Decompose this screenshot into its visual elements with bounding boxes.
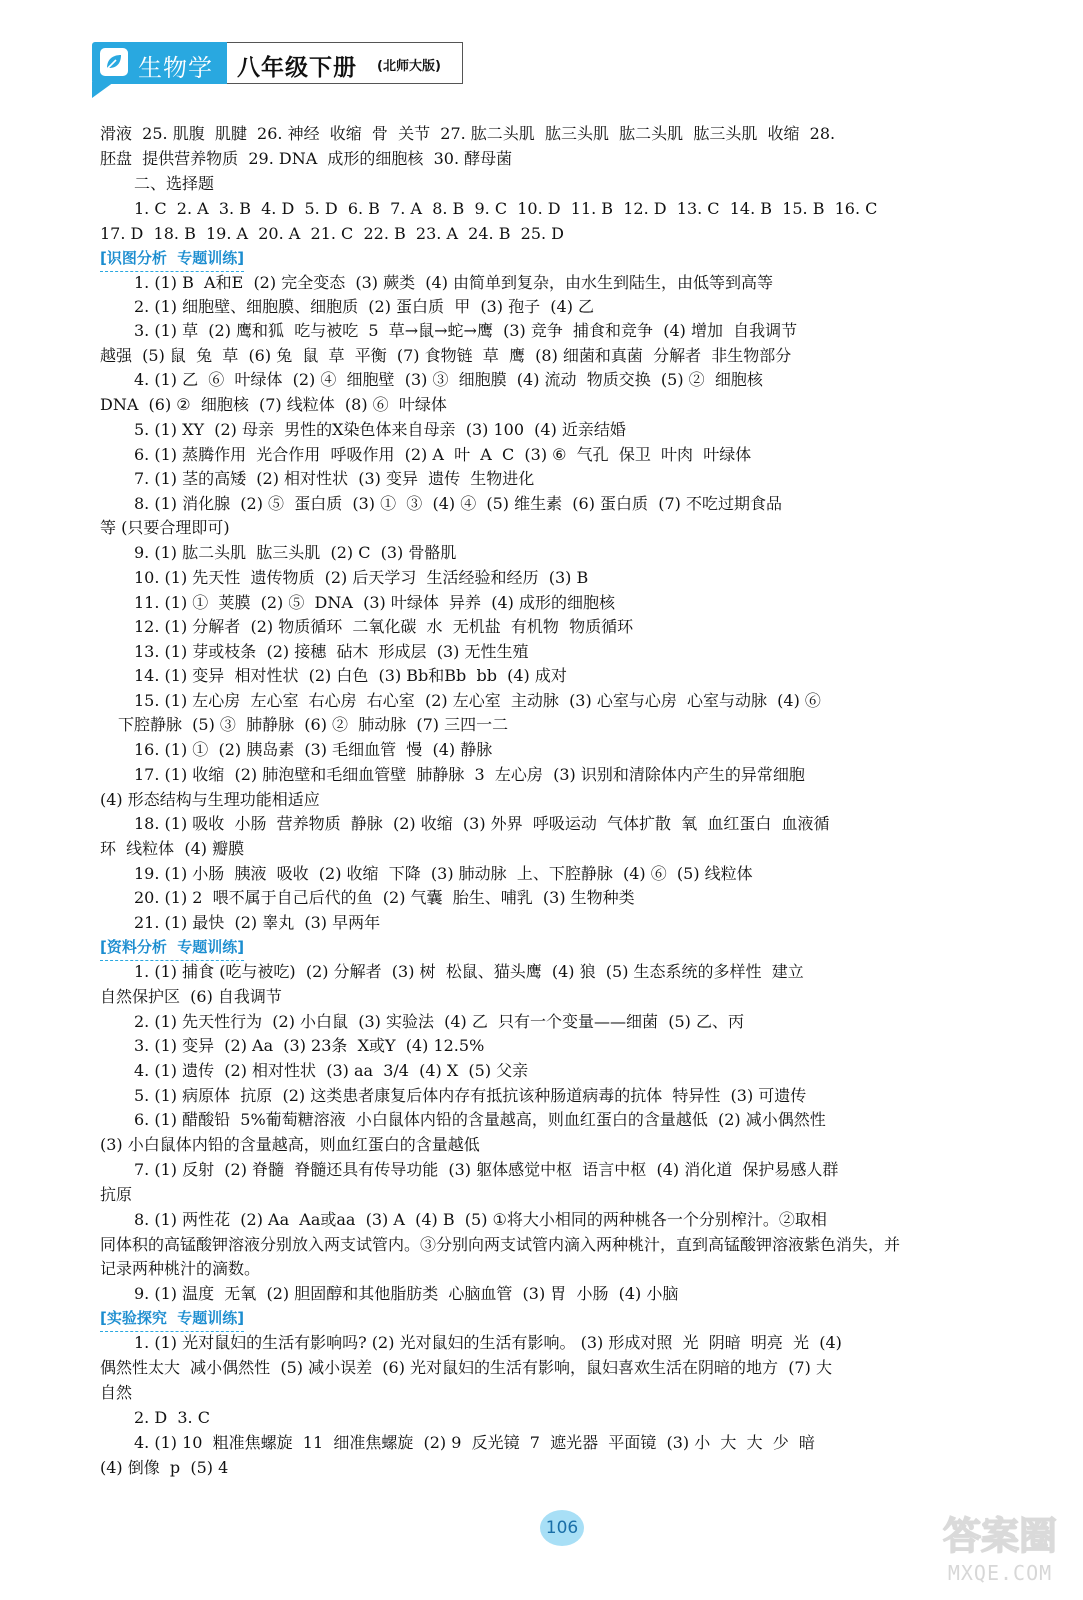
answer-line: 16. (1) ① (2) 胰岛素 (3) 毛细血管 慢 (4) 静脉 (134, 740, 493, 759)
subject-title: 生物学 (138, 54, 213, 82)
section-title-experiment: [实验探究 专题训练] (100, 1309, 245, 1327)
answer-line: 4. (1) 乙 ⑥ 叶绿体 (2) ④ 细胞壁 (3) ③ 细胞膜 (4) 流动 物质交换 (5) ② 细胞核 (134, 370, 763, 389)
answer-line: 4. (1) 遗传 (2) 相对性状 (3) aa 3/4 (4) X (5) 父亲 (134, 1061, 529, 1080)
answer-line: 7. (1) 反射 (2) 脊髓 脊髓还具有传导功能 (3) 躯体感觉中枢 语言中枢 (4) 消化道 保护易感人群 (134, 1160, 839, 1179)
answer-line: 20. (1) 2 喂不属于自己后代的鱼 (2) 气囊 胎生、哺乳 (3) 生物种类 (134, 888, 635, 907)
answer-line: 11. (1) ① 荚膜 (2) ⑤ DNA (3) 叶绿体 异养 (4) 成形的细胞核 (134, 593, 615, 612)
answer-line: 等 (只要合理即可) (100, 518, 230, 537)
answer-line: 2. D 3. C (134, 1408, 210, 1427)
answer-line: 抗原 (100, 1185, 133, 1204)
answer-line: 3. (1) 草 (2) 鹰和狐 吃与被吃 5 草→鼠→蛇→鹰 (3) 竞争 捕食和竞争 (4) 增加 自我调节 (134, 321, 798, 340)
answer-line: 3. (1) 变异 (2) Aa (3) 23条 X或Y (4) 12.5% (134, 1036, 485, 1055)
answer-line: 8. (1) 消化腺 (2) ⑤ 蛋白质 (3) ① ③ (4) ④ (5) 维生素 (6) 蛋白质 (7) 不吃过期食品 (134, 494, 782, 513)
answer-line: 记录两种桃汁的滴数。 (100, 1259, 261, 1278)
answer-line: 9. (1) 肱二头肌 肱三头肌 (2) C (3) 骨骼肌 (134, 543, 457, 562)
answer-line: 7. (1) 茎的高矮 (2) 相对性状 (3) 变异 遗传 生物进化 (134, 469, 535, 488)
section-title-image-analysis: [识图分析 专题训练] (100, 249, 245, 267)
answer-line: 15. (1) 左心房 左心室 右心房 右心室 (2) 左心室 主动脉 (3) 心室与心房 心室与动脉 (4) ⑥ (134, 691, 821, 710)
answer-line: (3) 小白鼠体内铅的含量越高，则血红蛋白的含量越低 (100, 1135, 480, 1154)
answer-line: 下腔静脉 (5) ③ 肺静脉 (6) ② 肺动脉 (7) 三四一二 (118, 715, 509, 734)
watermark-url: MXQE.COM (947, 1561, 1053, 1585)
text-line: 滑液 25. 肌腹 肌腱 26. 神经 收缩 骨 关节 27. 肱二头肌 肱三头肌 肱二头肌 肱三头肌 收缩 28. (100, 124, 836, 143)
answer-line: 5. (1) 病原体 抗原 (2) 这类患者康复后体内存有抵抗该种肠道病毒的抗体 特异性 (3) 可遗传 (134, 1086, 807, 1105)
answer-line: 6. (1) 醋酸铅 5%葡萄糖溶液 小白鼠体内铅的含量越高，则血红蛋白的含量越低 (2) 减小偶然性 (134, 1110, 826, 1129)
answer-line: 9. (1) 温度 无氧 (2) 胆固醇和其他脂肪类 心脑血管 (3) 胃 小肠 (4) 小脑 (134, 1284, 679, 1303)
answer-line: 17. (1) 收缩 (2) 肺泡壁和毛细血管壁 肺静脉 3 左心房 (3) 识别和清除体内产生的异常细胞 (134, 765, 805, 784)
section-title-data-analysis: [资料分析 专题训练] (100, 938, 245, 956)
answer-line: (4) 形态结构与生理功能相适应 (100, 790, 320, 809)
watermark-logo-icon (930, 1505, 1070, 1565)
answer-line: 1. (1) B A和E (2) 完全变态 (3) 蕨类 (4) 由简单到复杂，由水生到陆生，由低等到高等 (134, 273, 774, 292)
section-heading: 二、选择题 (134, 174, 215, 193)
text-line: 胚盘 提供营养物质 29. DNA 成形的细胞核 30. 酵母菌 (100, 149, 513, 168)
watermark (930, 1505, 1070, 1595)
answer-line: 越强 (5) 鼠 兔 草 (6) 兔 鼠 草 平衡 (7) 食物链 草 鹰 (8) 细菌和真菌 分解者 非生物部分 (100, 346, 792, 365)
answer-line: 1. C 2. A 3. B 4. D 5. D 6. B 7. A 8. B 9. C 10. D 11. B 12. D 13. C 14. B 15. B 16. C (134, 199, 878, 218)
answer-line: 偶然性太大 减小偶然性 (5) 减小误差 (6) 光对鼠妇的生活有影响，鼠妇喜欢生活在阴暗的地方 (7) 大 (100, 1358, 832, 1377)
answer-line: 12. (1) 分解者 (2) 物质循环 二氧化碳 水 无机盐 有机物 物质循环 (134, 617, 634, 636)
answer-line: 环 线粒体 (4) 瓣膜 (100, 839, 245, 858)
answer-line: 14. (1) 变异 相对性状 (2) 白色 (3) Bb和Bb bb (4) 成对 (134, 666, 567, 685)
leaf-icon (100, 48, 128, 76)
answer-line: 同体积的高锰酸钾溶液分别放入两支试管内。③分别向两支试管内滴入两种桃汁，直到高锰酸钾溶液紫色消失，并 (100, 1235, 901, 1254)
grade-title: 八年级下册 (237, 55, 357, 81)
answer-line: 8. (1) 两性花 (2) Aa Aa或aa (3) A (4) B (5) ①将大小相同的两种桃各一个分别榨汁。②取相 (134, 1210, 827, 1229)
banner-tail (92, 82, 114, 98)
answer-line: 自然 (100, 1383, 133, 1402)
answer-line: 6. (1) 蒸腾作用 光合作用 呼吸作用 (2) A 叶 A C (3) ⑥ 气孔 保卫 叶肉 叶绿体 (134, 445, 752, 464)
answer-line: 13. (1) 芽或枝条 (2) 接穗 砧木 形成层 (3) 无性生殖 (134, 642, 529, 661)
page-number: 106 (545, 1518, 579, 1538)
answer-line: 2. (1) 细胞壁、细胞膜、细胞质 (2) 蛋白质 甲 (3) 孢子 (4) 乙 (134, 297, 595, 316)
answer-line: 自然保护区 (6) 自我调节 (100, 987, 282, 1006)
book-header (92, 36, 472, 100)
answer-line: 19. (1) 小肠 胰液 吸收 (2) 收缩 下降 (3) 肺动脉 上、下腔静脉 (4) ⑥ (5) 线粒体 (134, 864, 753, 883)
answer-line: 10. (1) 先天性 遗传物质 (2) 后天学习 生活经验和经历 (3) B (134, 568, 589, 587)
answer-line: 1. (1) 捕食 (吃与被吃) (2) 分解者 (3) 树 松鼠、猫头鹰 (4) 狼 (5) 生态系统的多样性 建立 (134, 962, 804, 981)
answer-line: 4. (1) 10 粗准焦螺旋 11 细准焦螺旋 (2) 9 反光镜 7 遮光器 平面镜 (3) 小 大 大 少 暗 (134, 1433, 815, 1452)
edition-label: (北师大版) (377, 59, 441, 74)
answer-line: DNA (6) ② 细胞核 (7) 线粒体 (8) ⑥ 叶绿体 (100, 395, 447, 414)
answer-line: 5. (1) XY (2) 母亲 男性的X染色体来自母亲 (3) 100 (4) 近亲结婚 (134, 420, 626, 439)
answer-line: 21. (1) 最快 (2) 睾丸 (3) 早两年 (134, 913, 381, 932)
watermark-logo-text: 答案圈 (942, 1514, 1058, 1558)
grade-box (227, 42, 463, 84)
answer-line: 1. (1) 光对鼠妇的生活有影响吗? (2) 光对鼠妇的生活有影响。 (3) 形成对照 光 阴暗 明亮 光 (4) (134, 1333, 842, 1352)
answer-line: (4) 倒像 p (5) 4 (100, 1458, 229, 1477)
answer-line: 2. (1) 先天性行为 (2) 小白鼠 (3) 实验法 (4) 乙 只有一个变量——细菌 (5) 乙、丙 (134, 1012, 744, 1031)
answer-line: 17. D 18. B 19. A 20. A 21. C 22. B 23. A 24. B 25. D (100, 224, 564, 243)
answer-line: 18. (1) 吸收 小肠 营养物质 静脉 (2) 收缩 (3) 外界 呼吸运动 气体扩散 氧 血红蛋白 血液循 (134, 814, 830, 833)
